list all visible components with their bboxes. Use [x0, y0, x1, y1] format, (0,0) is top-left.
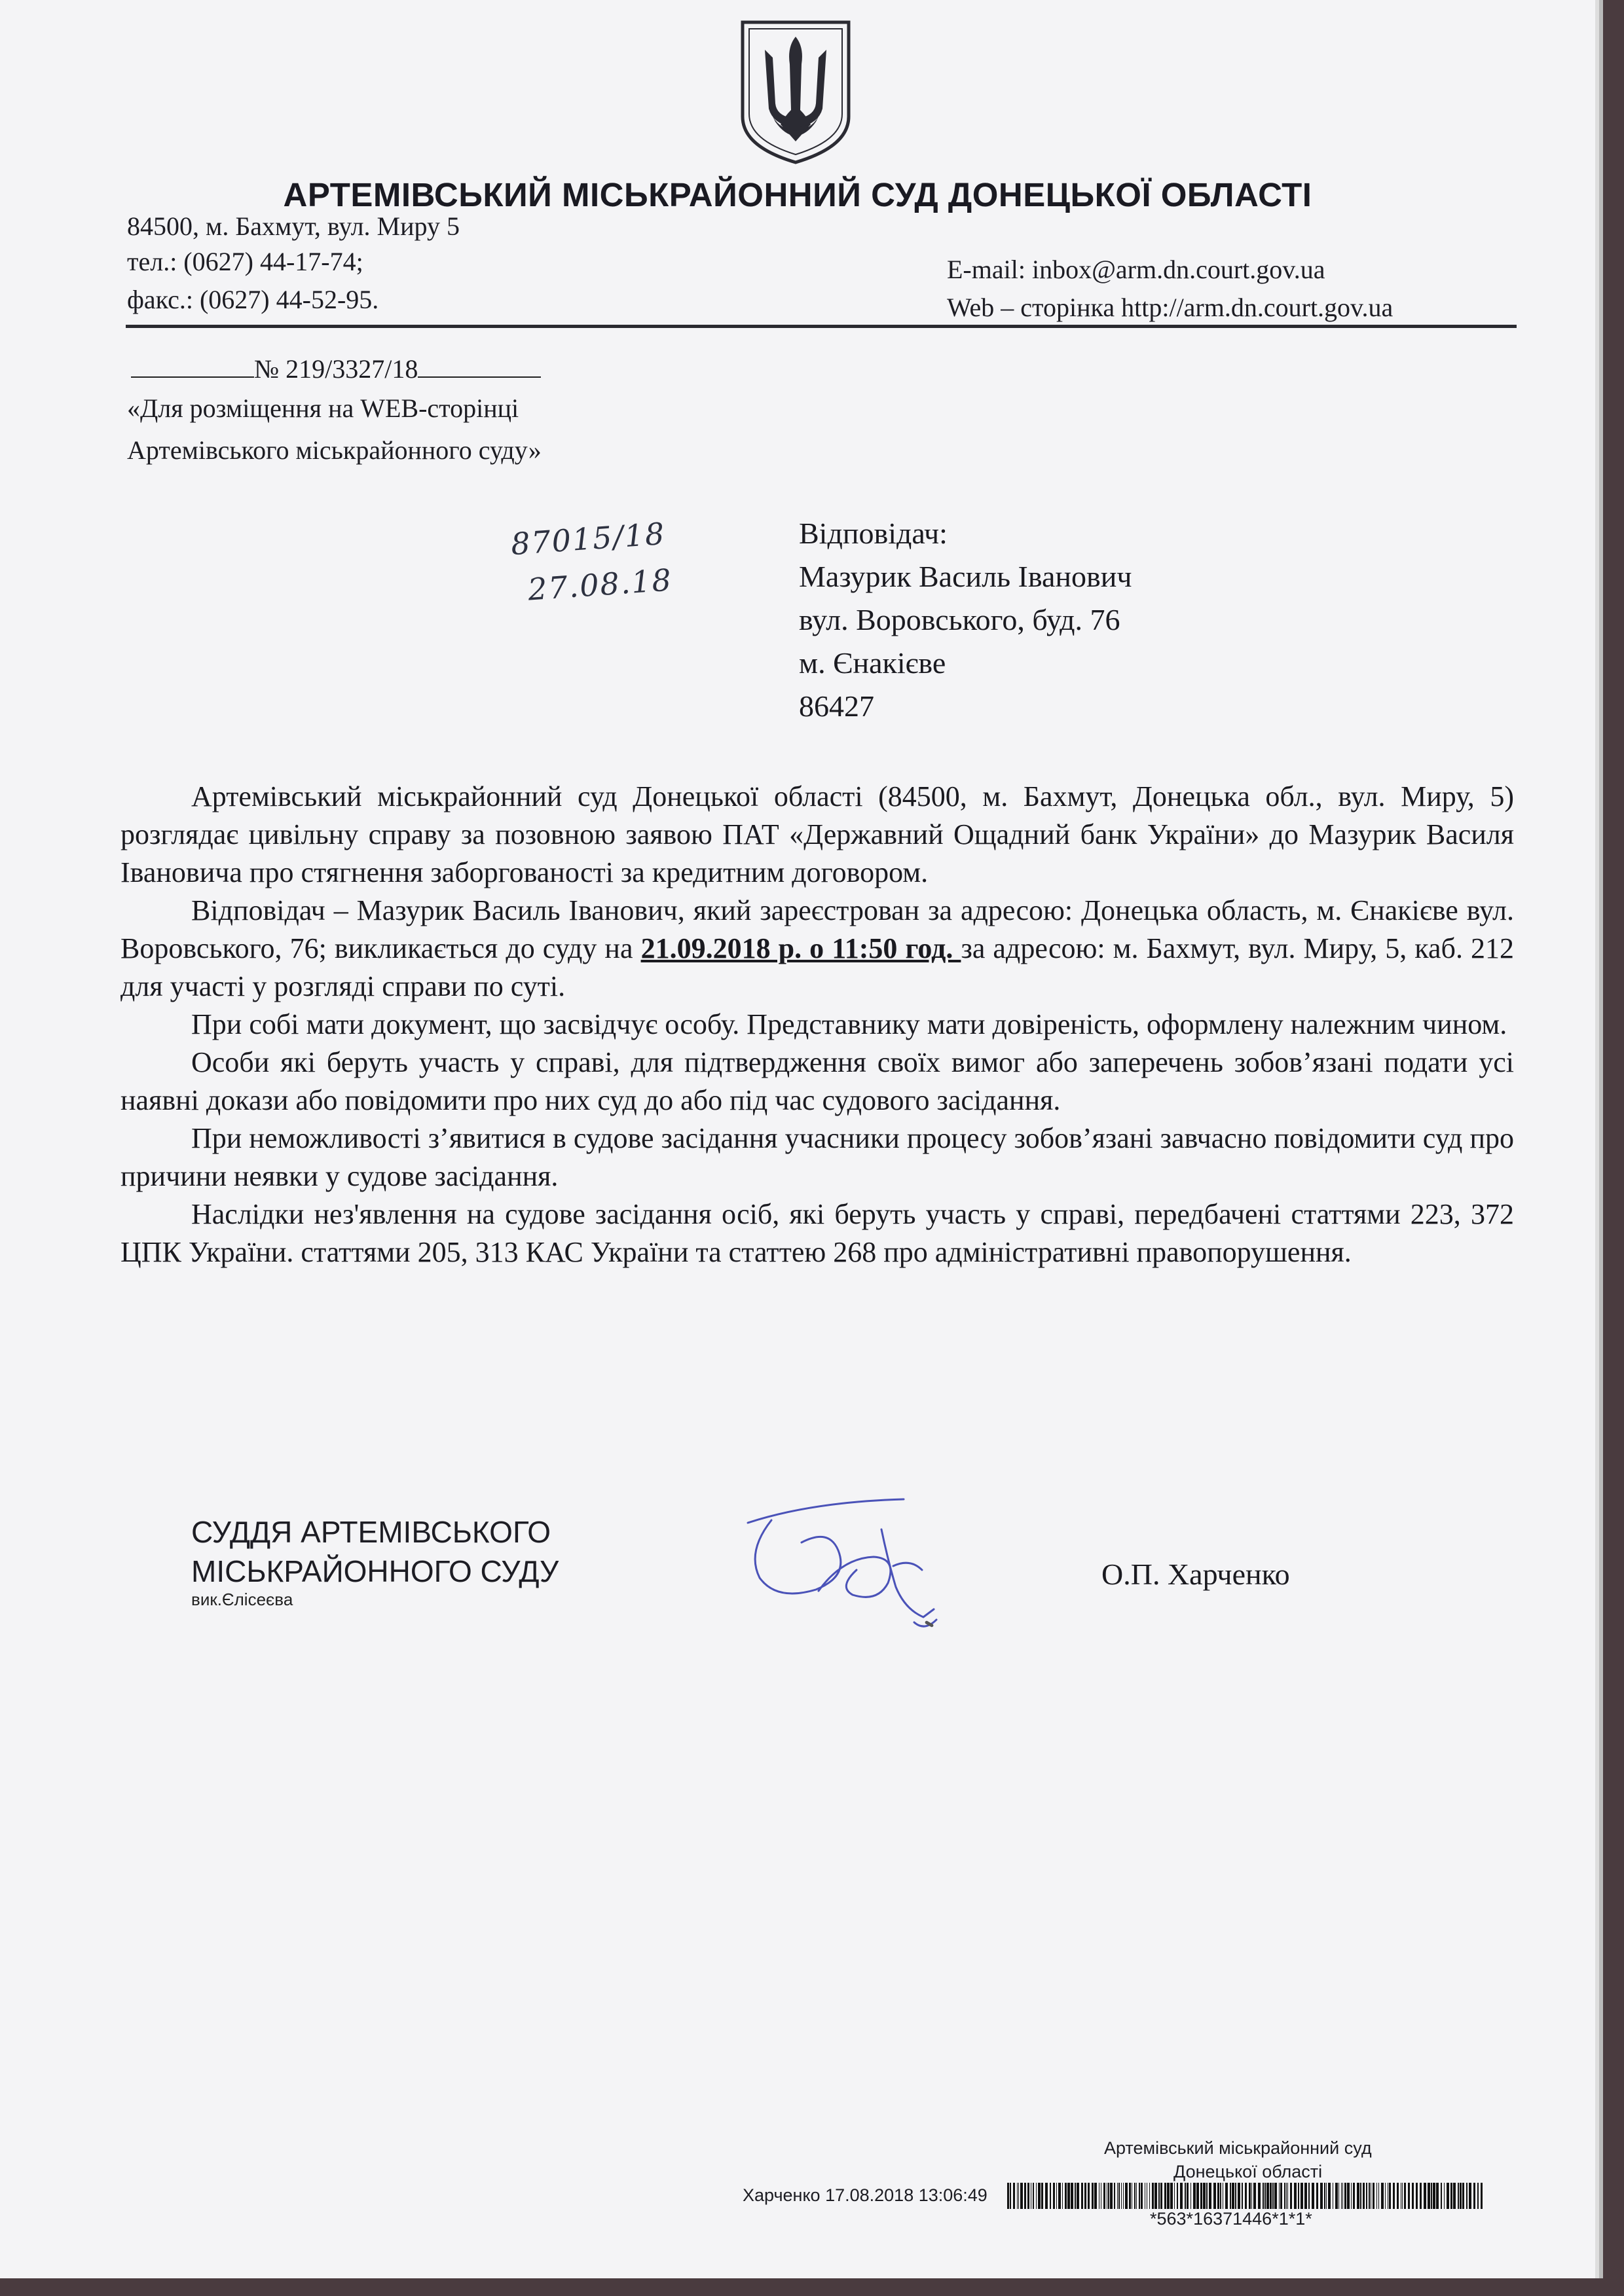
court-fax: факс.: (0627) 44-52-95.	[127, 285, 379, 314]
barcode-bar	[1341, 2183, 1342, 2209]
barcode-bar	[1010, 2183, 1011, 2209]
barcode-bar	[1056, 2183, 1057, 2209]
barcode-bar	[1108, 2183, 1109, 2209]
barcode-bar	[1416, 2183, 1418, 2209]
barcode-bar	[1141, 2183, 1143, 2209]
barcode-bar	[1174, 2183, 1175, 2209]
barcode-bar	[1402, 2183, 1403, 2209]
barcode-bar	[1230, 2183, 1231, 2209]
recipient-name: Мазурик Василь Іванович	[799, 560, 1132, 593]
barcode-bar	[1062, 2183, 1063, 2209]
barcode-bar	[1290, 2183, 1292, 2209]
recipient-city: м. Єнакієве	[799, 646, 946, 680]
barcode-bar	[1412, 2183, 1414, 2209]
barcode-bar	[1196, 2183, 1199, 2209]
barcode-bar	[1477, 2183, 1479, 2209]
barcode-bar	[1316, 2183, 1318, 2209]
barcode-bar	[1458, 2183, 1459, 2209]
barcode-bar	[1134, 2183, 1135, 2209]
barcode-bar	[1466, 2183, 1467, 2209]
barcode-bar	[1041, 2183, 1043, 2209]
barcode-bar	[1408, 2183, 1410, 2209]
barcode-bar	[1385, 2183, 1386, 2209]
judge-name: О.П. Харченко	[1101, 1558, 1290, 1591]
barcode-bar	[1447, 2183, 1449, 2209]
executor-note: вик.Єлісеєва	[191, 1590, 293, 1609]
barcode-bar	[1017, 2183, 1018, 2209]
barcode-bar	[1453, 2183, 1456, 2209]
body-paragraph-2: Відповідач – Мазурик Василь Іванович, який зареєстрован за адресою: Донецька область, м. Єнакієве вул. Воровського, 76; викликається до суду на 21.09.2018 р. о 11:50 год. за адресою: м. Бахмут, вул. Миру, 5, каб. 212 для участі у розгляді справи по суті.	[120, 894, 1514, 1002]
recipient-block	[799, 512, 1132, 728]
barcode-bar	[1389, 2183, 1391, 2209]
barcode-bar	[1301, 2183, 1303, 2209]
hearing-date-time: 21.09.2018 р. о 11:50 год.	[640, 932, 961, 964]
barcode-bar	[1335, 2183, 1338, 2209]
barcode-bar	[1238, 2183, 1240, 2209]
barcode-bar	[1270, 2183, 1272, 2209]
barcode-bar	[1462, 2183, 1464, 2209]
body-paragraph-1: Артемівський міськрайонний суд Донецької області (84500, м. Бахмут, Донецька обл., вул. Миру, 5) розглядає цивільну справу за позовною заявою ПАТ «Державний Ощадний банк України» до Мазурик Василя Івановича про стягнення заборгованості за кредитним договором.	[120, 780, 1514, 888]
barcode-bar	[1024, 2183, 1026, 2209]
barcode-bar	[1160, 2183, 1162, 2209]
barcode-bar	[1376, 2183, 1377, 2209]
barcode-bar	[1075, 2183, 1076, 2209]
barcode-bar	[1170, 2183, 1173, 2209]
barcode-bar	[1481, 2183, 1483, 2209]
barcode-bar	[1081, 2183, 1083, 2209]
barcode-bar	[1251, 2183, 1252, 2209]
court-phone: тел.: (0627) 44-17-74;	[127, 247, 363, 276]
letter-body	[120, 778, 1514, 1271]
barcode-bar	[1206, 2183, 1208, 2209]
barcode-bar	[1018, 2183, 1019, 2209]
court-web: Web – сторінка http://arm.dn.court.gov.ua	[947, 293, 1393, 322]
barcode-bar	[1007, 2183, 1009, 2209]
barcode-bar	[1263, 2183, 1264, 2209]
barcode-bar	[1366, 2183, 1367, 2209]
web-purpose-line-2: Артемівського міськрайонного суду»	[127, 435, 542, 465]
body-paragraph-5: При неможливості з’явитися в судове засідання учасники процесу зобов’язані завчасно повідомити суд про причини неявки у судове засідання.	[120, 1122, 1514, 1192]
barcode-bar	[1125, 2183, 1128, 2209]
barcode-bar	[1287, 2183, 1288, 2209]
barcode-bar	[1274, 2183, 1277, 2209]
barcode-bar	[1381, 2183, 1384, 2209]
barcode-bar	[1369, 2183, 1370, 2209]
handwritten-incoming-date: 27.08.18	[526, 562, 674, 608]
barcode-bar	[1304, 2183, 1307, 2209]
barcode-bar	[1154, 2183, 1157, 2209]
court-address: 84500, м. Бахмут, вул. Миру 5	[127, 211, 460, 241]
barcode-bar	[1473, 2183, 1475, 2209]
barcode-bar	[1373, 2183, 1375, 2209]
barcode-bar	[1067, 2183, 1070, 2209]
barcode-bar	[1284, 2183, 1285, 2209]
barcode-bar	[1225, 2183, 1228, 2209]
barcode-bar	[1036, 2183, 1037, 2209]
judge-title-line-2: МІСЬКРАЙОННОГО СУДУ	[191, 1554, 559, 1588]
barcode-bar	[1027, 2183, 1029, 2209]
barcode-bar	[1279, 2183, 1280, 2209]
recipient-label: Відповідач:	[799, 517, 948, 550]
barcode-bar	[1264, 2183, 1266, 2209]
barcode-bar	[1209, 2183, 1211, 2209]
barcode-bar	[1360, 2183, 1361, 2209]
judge-title-line-1: СУДДЯ АРТЕМІВСЬКОГО	[191, 1515, 551, 1549]
barcode-bar	[1053, 2183, 1055, 2209]
barcode-bar	[1232, 2183, 1234, 2209]
barcode-bar	[1013, 2183, 1015, 2209]
barcode-bar	[1433, 2183, 1435, 2209]
barcode-bar	[1378, 2183, 1379, 2209]
barcode-bar	[1180, 2183, 1183, 2209]
barcode-bar	[1420, 2183, 1422, 2209]
barcode-bar	[1045, 2183, 1048, 2209]
barcode-bar	[1424, 2183, 1426, 2209]
stamp-court-line-2: Донецької області	[1173, 2162, 1323, 2181]
barcode-bar	[1152, 2183, 1154, 2209]
barcode-bar	[1103, 2183, 1105, 2209]
barcode-bar	[1129, 2183, 1131, 2209]
registration-barcode	[1007, 2183, 1484, 2209]
body-paragraph-3: При собі мати документ, що засвідчує особу. Представнику мати довіреність, оформлену належним чином.	[191, 1008, 1507, 1040]
barcode-bar	[1164, 2183, 1166, 2209]
barcode-bar	[1213, 2183, 1216, 2209]
barcode-bar	[1298, 2183, 1299, 2209]
barcode-bar	[1058, 2183, 1061, 2209]
barcode-bar	[1397, 2183, 1399, 2209]
barcode-bar	[1121, 2183, 1122, 2209]
barcode-bar	[1324, 2183, 1325, 2209]
barcode-bar	[1351, 2183, 1352, 2209]
barcode-bar	[1065, 2183, 1067, 2209]
barcode-bar	[1193, 2183, 1196, 2209]
barcode-bar	[1123, 2183, 1124, 2209]
barcode-bar	[1294, 2183, 1297, 2209]
barcode-bar	[1344, 2183, 1346, 2209]
barcode-bar	[1203, 2183, 1206, 2209]
barcode-bar	[1038, 2183, 1041, 2209]
barcode-bar	[1286, 2183, 1287, 2209]
judge-title	[191, 1512, 559, 1591]
barcode-bar	[1428, 2183, 1430, 2209]
handwritten-incoming-number: 87015/18	[509, 515, 667, 562]
barcode-bar	[1088, 2183, 1090, 2209]
barcode-bar	[1460, 2183, 1462, 2209]
barcode-bar	[1177, 2183, 1178, 2209]
barcode-bar	[1158, 2183, 1160, 2209]
barcode-bar	[1249, 2183, 1251, 2209]
barcode-bar	[1363, 2183, 1365, 2209]
coat-of-arms-emblem	[739, 18, 853, 166]
barcode-bar	[1217, 2183, 1219, 2209]
barcode-bar	[1436, 2183, 1439, 2209]
barcode-bar	[1149, 2183, 1150, 2209]
barcode-bar	[1033, 2183, 1034, 2209]
barcode-bar	[1242, 2183, 1243, 2209]
barcode-bar	[1050, 2183, 1051, 2209]
body-paragraph-6: Наслідки нез'явлення на судове засідання осіб, які беруть участь у справі, передбачені статтями 223, 372 ЦПК України. статтями 205, 313 КАС України та статтею 268 про адміністративні правопорушення.	[120, 1198, 1514, 1268]
barcode-bar	[1094, 2183, 1097, 2209]
barcode-bar	[1431, 2183, 1432, 2209]
barcode-bar	[1404, 2183, 1406, 2209]
web-purpose-line-1: «Для розміщення на WEB-сторінці	[127, 393, 519, 423]
barcode-bar	[1253, 2183, 1256, 2209]
barcode-bar	[1393, 2183, 1395, 2209]
barcode-bar	[1357, 2183, 1359, 2209]
barcode-bar	[1258, 2183, 1261, 2209]
barcode-bar	[1272, 2183, 1274, 2209]
barcode-bar	[1338, 2183, 1339, 2209]
barcode-bar	[1326, 2183, 1327, 2209]
recipient-postcode: 86427	[799, 689, 874, 723]
stamp-author-timestamp: Харченко 17.08.2018 13:06:49	[743, 2185, 987, 2205]
barcode-bar	[1444, 2183, 1445, 2209]
stamp-court-line-1: Артемівський міськрайонний суд	[1104, 2138, 1372, 2158]
barcode-bar	[1320, 2183, 1323, 2209]
barcode-bar	[1353, 2183, 1355, 2209]
header-divider	[126, 325, 1517, 328]
barcode-bar	[1266, 2183, 1269, 2209]
barcode-bar	[1185, 2183, 1186, 2209]
barcode-bar	[1280, 2183, 1282, 2209]
barcode-bar	[1110, 2183, 1113, 2209]
recipient-street: вул. Воровського, буд. 76	[799, 603, 1120, 636]
barcode-bar	[1190, 2183, 1191, 2209]
reference-number-line	[131, 354, 541, 384]
reference-number: № 219/3327/18	[254, 354, 418, 384]
barcode-bar	[1312, 2183, 1314, 2209]
barcode-bar	[1342, 2183, 1343, 2209]
court-email: E-mail: inbox@arm.dn.court.gov.ua	[947, 255, 1325, 284]
barcode-bar	[1139, 2183, 1140, 2209]
barcode-bar	[1092, 2183, 1094, 2209]
barcode-bar	[1117, 2183, 1118, 2209]
body-paragraph-4: Особи які беруть участь у справі, для підтвердження своїх вимог або заперечень зобов’язані подати усі наявні докази або повідомити про них суд до або під час судового засідання.	[120, 1046, 1514, 1116]
barcode-bar	[1328, 2183, 1331, 2209]
barcode-bar	[1114, 2183, 1115, 2209]
barcode-bar	[1077, 2183, 1079, 2209]
barcode-bar	[1020, 2183, 1023, 2209]
barcode-bar	[1450, 2183, 1452, 2209]
barcode-bar	[1084, 2183, 1086, 2209]
barcode-bar	[1200, 2183, 1202, 2209]
barcode-bar	[1469, 2183, 1471, 2209]
barcode-bar	[1118, 2183, 1120, 2209]
barcode-bar	[1347, 2183, 1350, 2209]
barcode-bar	[1167, 2183, 1170, 2209]
barcode-bar	[1220, 2183, 1221, 2209]
stamp-barcode-number: *563*16371446*1*1*	[1150, 2209, 1312, 2229]
barcode-bar	[1235, 2183, 1236, 2209]
barcode-bar	[1441, 2183, 1442, 2209]
barcode-bar	[1308, 2183, 1310, 2209]
barcode-bar	[1136, 2183, 1137, 2209]
barcode-bar	[1187, 2183, 1189, 2209]
handwritten-signature	[733, 1480, 995, 1637]
barcode-bar	[1245, 2183, 1247, 2209]
barcode-bar	[1071, 2183, 1073, 2209]
court-title: АРТЕМІВСЬКИЙ МІСЬКРАЙОННИЙ СУД ДОНЕЦЬКОЇ ОБЛАСТІ	[283, 176, 1312, 213]
